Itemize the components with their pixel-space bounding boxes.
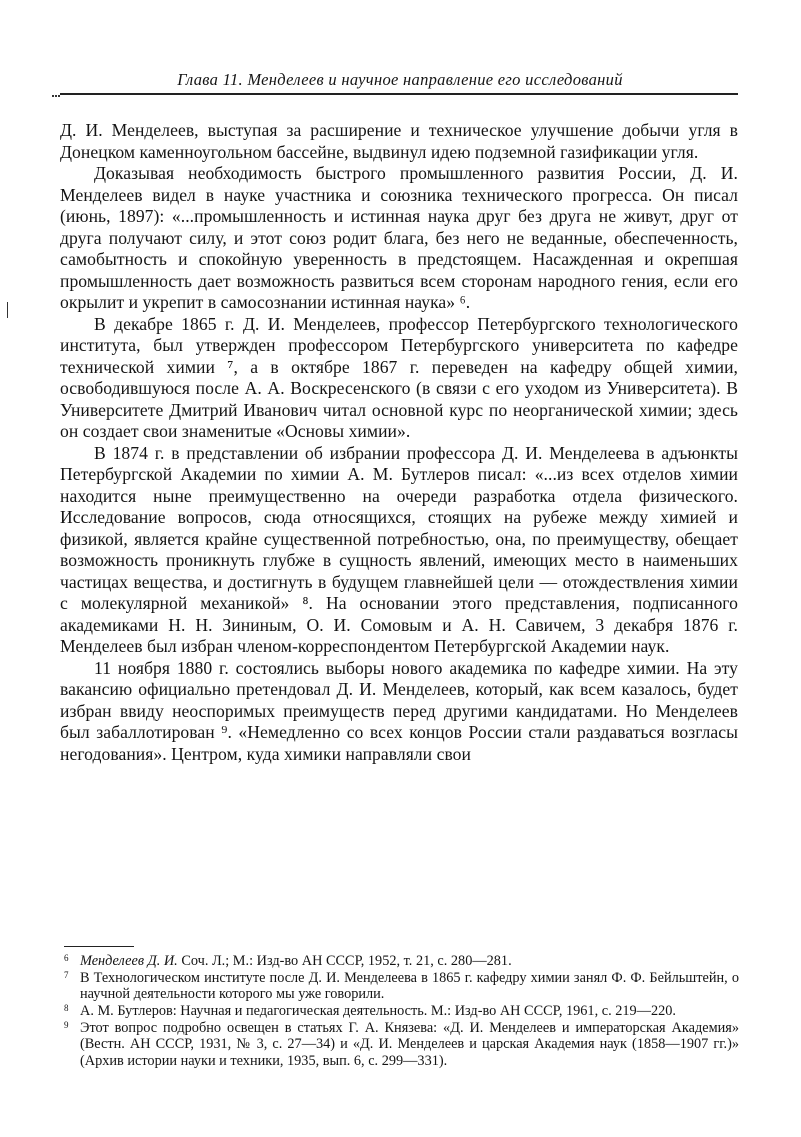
running-header: Глава 11. Менделеев и научное направление его исследований <box>177 70 623 89</box>
footnote-author: Менделеев Д. И. <box>80 953 178 969</box>
footnote-number: 6 <box>64 953 69 963</box>
footnote-8 <box>64 1003 739 1019</box>
margin-mark <box>7 302 8 318</box>
footnote-number: 7 <box>64 970 69 981</box>
footnotes <box>64 953 739 1070</box>
footnote-text: А. М. Бутлеров: Научная и педагогическая деятельность. М.: Изд-во АН СССР, 1961, с. 219—220. <box>80 1003 676 1020</box>
main-text <box>60 120 738 765</box>
footnote-number: 9 <box>64 1020 69 1031</box>
paragraph-3: В декабре 1865 г. Д. И. Менделеев, профессор Петербургского технологического института, был утвержден профессором Петербургского университета по кафедре технической химии ⁷, а в октябре 1867 г. переведен на кафедру общей химии, освободившуюся после А. А. Воскресенского (в связи с его уходом из Университета). В Университете Дмитрий Иванович читал основной курс по неорганической химии; здесь он создает свои знаменитые «Основы химии». <box>60 313 738 441</box>
footnote-text: Соч. Л.; М.: Изд-во АН СССР, 1952, т. 21, с. 280—281. <box>177 953 512 969</box>
header-rule <box>60 93 738 95</box>
footnote-6 <box>64 953 739 969</box>
paragraph-2: Доказывая необходимость быстрого промышленного развития России, Д. И. Менделеев видел в науке участника и союзника технического прогресса. Он писал (июнь, 1897): «...промышленность и истинная наука друг без друга не живут, друг от друга получают силу, и этот союз родит блага, без него не веданные, обеспеченность, самобытность и спокойную уверенность в предстоящем. Насажденная и окрепшая промышленность дает возможность развиться всем сторонам народного гения, если его окрылит и укрепит в самосознании истинная наука» ⁶. <box>60 163 738 312</box>
paragraph-1: Д. И. Менделеев, выступая за расширение и техническое улучшение добычи угля в Донецком каменноугольном бассейне, выдвинул идею подземной газификации угля. <box>60 120 738 162</box>
footnote-7 <box>64 970 739 1002</box>
footnote-9 <box>64 1020 739 1068</box>
footnote-number: 8 <box>64 1003 69 1014</box>
footnote-text: В Технологическом институте после Д. И. Менделеева в 1865 г. кафедру химии занял Ф. Ф. Бейльштейн, о научной деятельности которого мы уже говорили. <box>80 970 739 1003</box>
header-rule-dots <box>52 95 60 97</box>
paragraph-4: В 1874 г. в представлении об избрании профессора Д. И. Менделеева в адъюнкты Петербургской Академии по химии А. М. Бутлеров писал: «...из всех отделов химии находится ныне преимущественно на очереди разработка отдела физического. Исследование вопросов, сюда относящихся, стоящих на рубеже между химией и физикой, является крайне существенной потребностью, она, по преимуществу, обещает возможность проникнуть глубже в сущность явлений, имеющих место в наименьших частицах вещества, и достигнуть в будущем главнейшей цели — отождествления химии с молекулярной механикой» ⁸. На основании этого представления, подписанного академиками Н. Н. Зининым, О. И. Сомовым и А. Н. Савичем, 3 декабря 1876 г. Менделеев был избран членом-корреспондентом Петербургской Академии наук. <box>60 442 738 656</box>
paragraph-5: 11 ноября 1880 г. состоялись выборы нового академика по кафедре химии. На эту вакансию официально претендовал Д. И. Менделеев, который, как всем казалось, будет избран ввиду неоспоримых преимуществ перед другими кандидатами. Но Менделеев был забаллотирован ⁹. «Немедленно со всех концов России стали раздаваться возгласы негодования». Центром, куда химики направляли свои <box>60 657 738 764</box>
footnote-rule <box>64 946 134 947</box>
footnote-text: Этот вопрос подробно освещен в статьях Г. А. Князева: «Д. И. Менделеев и императорская Академия» (Вестн. АН СССР, 1931, № 3, с. 27—34) и «Д. И. Менделеев и царская Академия наук (1858—1907 гг.)» (Архив истории науки и техники, 1935, вып. 6, с. 299—331). <box>80 1020 739 1069</box>
